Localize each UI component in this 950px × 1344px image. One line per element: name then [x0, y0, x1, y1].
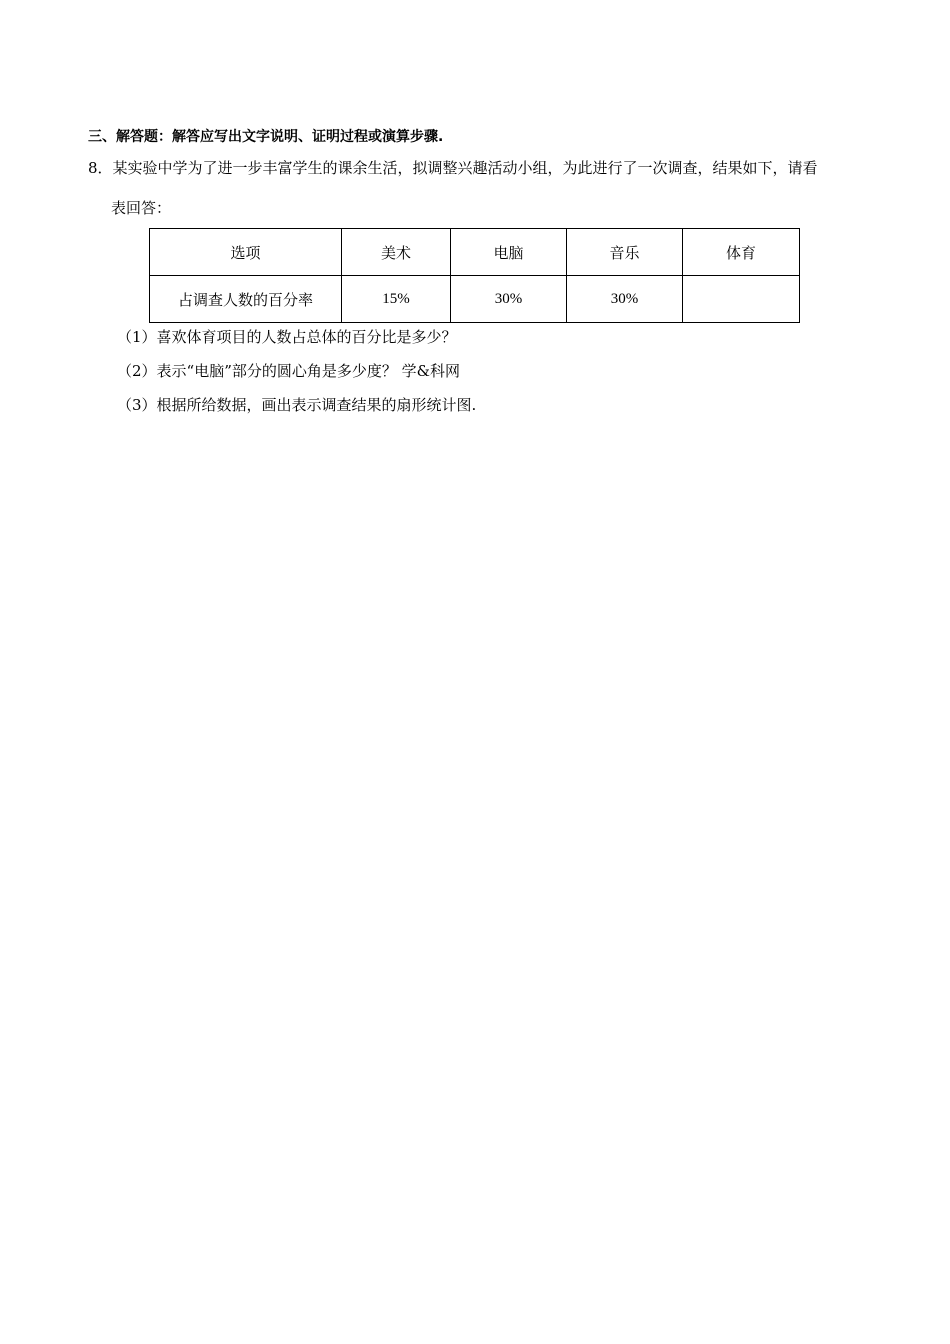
sub-question-3: （3）根据所给数据，画出表示调查结果的扇形统计图. [117, 396, 477, 414]
table-cell-empty [683, 276, 800, 323]
section-heading: 三、解答题：解答应写出文字说明、证明过程或演算步骤. [88, 129, 444, 145]
sub-question-1: （1）喜欢体育项目的人数占总体的百分比是多少？ [117, 328, 457, 346]
table-header-cell: 音乐 [567, 229, 683, 276]
survey-table [149, 228, 800, 323]
table-header-row [150, 229, 800, 276]
table-header-cell: 美术 [342, 229, 451, 276]
table-header-cell: 体育 [683, 229, 800, 276]
sub-question-2: （2）表示“电脑”部分的圆心角是多少度？ 学&科网 [117, 362, 461, 380]
question-text: 8．某实验中学为了进一步丰富学生的课余生活，拟调整兴趣活动小组，为此进行了一次调查，结果如下，请看 [88, 159, 818, 177]
table-cell: 30% [567, 276, 683, 323]
question-text-continued: 表回答： [111, 199, 172, 217]
table-cell: 15% [342, 276, 451, 323]
table-header-cell: 选项 [150, 229, 342, 276]
table-row-label: 占调查人数的百分率 [150, 276, 342, 323]
table-header-cell: 电脑 [451, 229, 567, 276]
table-row [150, 276, 800, 323]
table-cell: 30% [451, 276, 567, 323]
